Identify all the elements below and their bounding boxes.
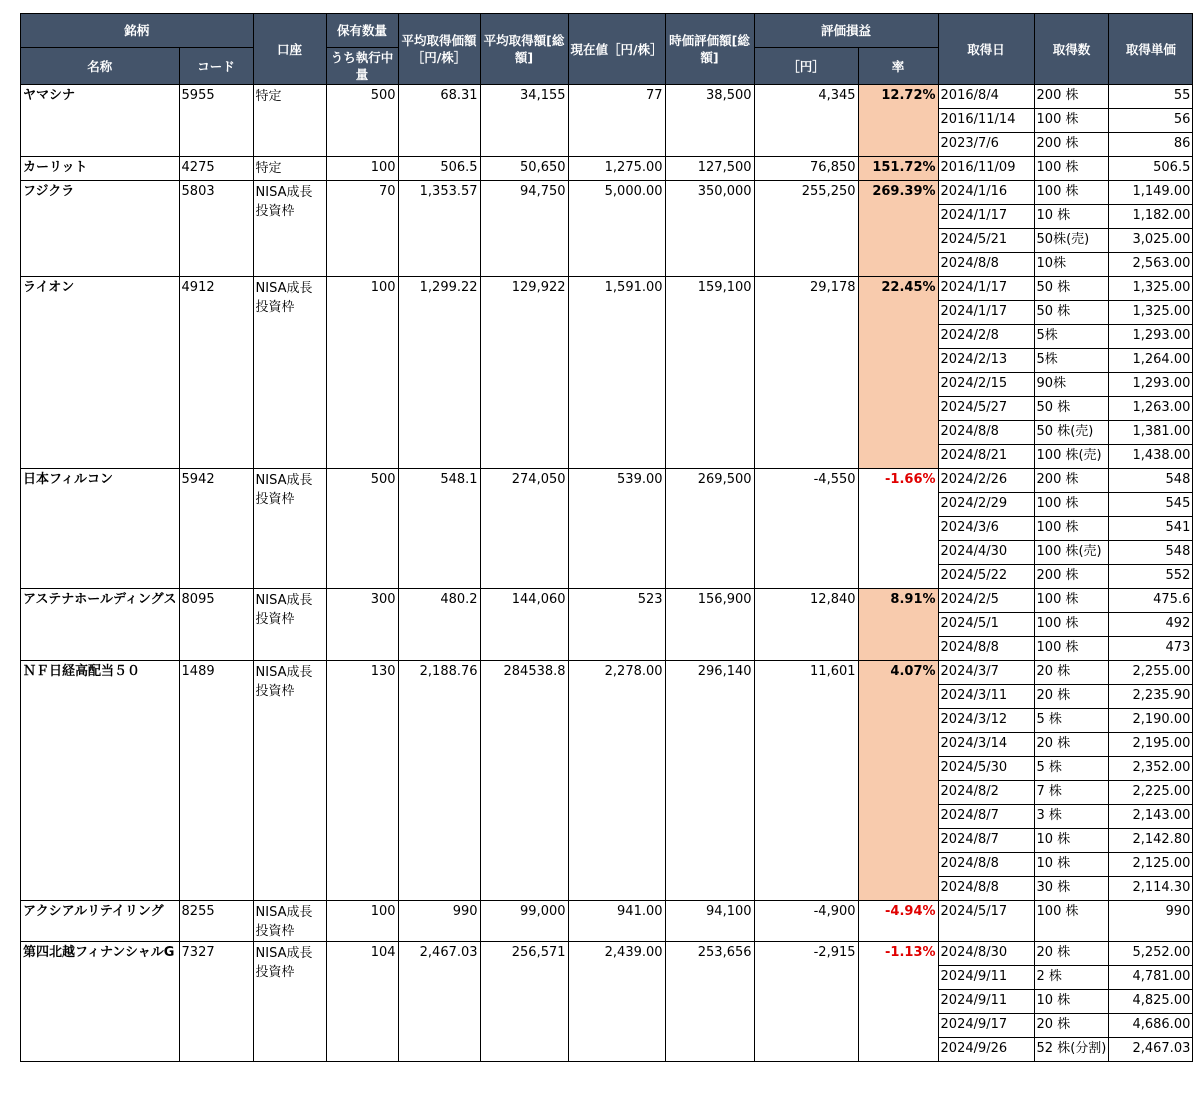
acq-qty: 200 株	[1034, 85, 1109, 109]
acq-price: 2,143.00	[1109, 805, 1193, 829]
stock-holdings: 500	[326, 85, 398, 157]
acq-qty: 90株	[1034, 373, 1109, 397]
stock-avg-price: 2,188.76	[398, 661, 480, 901]
stock-pl-rate: 12.72%	[858, 85, 938, 157]
stock-current-price: 523	[568, 589, 665, 661]
stock-code: 4912	[179, 277, 253, 469]
acq-date: 2024/4/30	[938, 541, 1034, 565]
acq-date: 2024/5/17	[938, 901, 1034, 942]
stock-avg-total: 94,750	[480, 181, 568, 277]
acq-date: 2024/8/7	[938, 805, 1034, 829]
stock-code: 5942	[179, 469, 253, 589]
acq-date: 2024/5/22	[938, 565, 1034, 589]
stock-pl-rate: 151.72%	[858, 157, 938, 181]
header-account: 口座	[253, 14, 326, 85]
acq-date: 2016/8/4	[938, 85, 1034, 109]
acq-date: 2024/8/7	[938, 829, 1034, 853]
acq-price: 4,781.00	[1109, 966, 1193, 990]
acq-price: 475.6	[1109, 589, 1193, 613]
acq-price: 2,225.00	[1109, 781, 1193, 805]
acq-date: 2024/3/12	[938, 709, 1034, 733]
stock-code: 8255	[179, 901, 253, 942]
acq-price: 2,255.00	[1109, 661, 1193, 685]
acq-price: 1,293.00	[1109, 373, 1193, 397]
stock-current-price: 2,278.00	[568, 661, 665, 901]
acq-qty: 100 株	[1034, 109, 1109, 133]
acq-price: 2,142.80	[1109, 829, 1193, 853]
acq-date: 2024/8/8	[938, 253, 1034, 277]
acq-qty: 2 株	[1034, 966, 1109, 990]
acq-price: 548	[1109, 469, 1193, 493]
stock-account: NISA成長投資枠	[253, 942, 326, 1062]
header-holdings: 保有数量	[326, 14, 398, 48]
header-acq-date: 取得日	[938, 14, 1034, 85]
acq-qty: 50株(売)	[1034, 229, 1109, 253]
stock-current-price: 2,439.00	[568, 942, 665, 1062]
acq-qty: 50 株(売)	[1034, 421, 1109, 445]
stock-code: 5803	[179, 181, 253, 277]
acq-date: 2024/5/27	[938, 397, 1034, 421]
stock-avg-price: 1,353.57	[398, 181, 480, 277]
stock-holdings: 300	[326, 589, 398, 661]
stock-avg-total: 129,922	[480, 277, 568, 469]
acq-date: 2024/8/8	[938, 877, 1034, 901]
acq-qty: 5 株	[1034, 757, 1109, 781]
stock-pl-rate: 22.45%	[858, 277, 938, 469]
holdings-body	[21, 85, 1193, 1062]
stock-pl-yen: -2,915	[754, 942, 858, 1062]
stock-holdings: 130	[326, 661, 398, 901]
holdings-table	[20, 13, 1193, 1062]
stock-avg-total: 274,050	[480, 469, 568, 589]
stock-pl-yen: -4,550	[754, 469, 858, 589]
table-row	[21, 181, 1193, 205]
acq-qty: 3 株	[1034, 805, 1109, 829]
stock-market-value: 253,656	[665, 942, 754, 1062]
header-pl-rate: 率	[858, 48, 938, 85]
stock-name: ライオン	[21, 277, 180, 469]
acq-qty: 20 株	[1034, 942, 1109, 966]
stock-name: カーリット	[21, 157, 180, 181]
acq-date: 2024/3/14	[938, 733, 1034, 757]
acq-price: 2,467.03	[1109, 1038, 1193, 1062]
acq-qty: 10株	[1034, 253, 1109, 277]
stock-avg-price: 1,299.22	[398, 277, 480, 469]
acq-qty: 30 株	[1034, 877, 1109, 901]
acq-price: 2,114.30	[1109, 877, 1193, 901]
stock-name: 日本フィルコン	[21, 469, 180, 589]
acq-date: 2024/9/17	[938, 1014, 1034, 1038]
stock-holdings: 104	[326, 942, 398, 1062]
stock-name: アクシアルリテイリング	[21, 901, 180, 942]
stock-avg-price: 68.31	[398, 85, 480, 157]
acq-qty: 20 株	[1034, 685, 1109, 709]
acq-qty: 100 株(売)	[1034, 541, 1109, 565]
acq-qty: 52 株(分割)	[1034, 1038, 1109, 1062]
header-avg-total: 平均取得額[総額]	[480, 14, 568, 85]
acq-price: 2,125.00	[1109, 853, 1193, 877]
acq-price: 1,438.00	[1109, 445, 1193, 469]
acq-qty: 5株	[1034, 325, 1109, 349]
acq-qty: 100 株	[1034, 901, 1109, 942]
acq-price: 4,825.00	[1109, 990, 1193, 1014]
stock-avg-price: 480.2	[398, 589, 480, 661]
table-row	[21, 901, 1193, 942]
stock-pl-rate: 4.07%	[858, 661, 938, 901]
header-avg-price: 平均取得価額［円/株］	[398, 14, 480, 85]
stock-code: 7327	[179, 942, 253, 1062]
stock-account: 特定	[253, 85, 326, 157]
acq-price: 506.5	[1109, 157, 1193, 181]
stock-avg-total: 99,000	[480, 901, 568, 942]
acq-date: 2016/11/14	[938, 109, 1034, 133]
stock-market-value: 296,140	[665, 661, 754, 901]
acq-price: 473	[1109, 637, 1193, 661]
acq-qty: 5株	[1034, 349, 1109, 373]
acq-price: 5,252.00	[1109, 942, 1193, 966]
stock-current-price: 539.00	[568, 469, 665, 589]
stock-account: NISA成長投資枠	[253, 661, 326, 901]
stock-name: ＮＦ日経高配当５０	[21, 661, 180, 901]
acq-price: 1,325.00	[1109, 277, 1193, 301]
stock-holdings: 500	[326, 469, 398, 589]
acq-price: 55	[1109, 85, 1193, 109]
acq-qty: 100 株	[1034, 181, 1109, 205]
stock-avg-total: 256,571	[480, 942, 568, 1062]
acq-price: 2,563.00	[1109, 253, 1193, 277]
stock-pl-yen: 29,178	[754, 277, 858, 469]
acq-date: 2024/2/26	[938, 469, 1034, 493]
acq-qty: 100 株	[1034, 637, 1109, 661]
acq-price: 1,381.00	[1109, 421, 1193, 445]
stock-avg-price: 2,467.03	[398, 942, 480, 1062]
stock-pl-yen: 4,345	[754, 85, 858, 157]
acq-qty: 100 株	[1034, 493, 1109, 517]
acq-date: 2024/8/21	[938, 445, 1034, 469]
stock-pl-rate: 8.91%	[858, 589, 938, 661]
acq-qty: 100 株	[1034, 517, 1109, 541]
stock-account: NISA成長投資枠	[253, 181, 326, 277]
header-code: コード	[179, 48, 253, 85]
acq-date: 2024/1/16	[938, 181, 1034, 205]
acq-date: 2024/8/2	[938, 781, 1034, 805]
stock-market-value: 350,000	[665, 181, 754, 277]
stock-market-value: 269,500	[665, 469, 754, 589]
stock-name: ヤマシナ	[21, 85, 180, 157]
stock-account: NISA成長投資枠	[253, 901, 326, 942]
stock-account: NISA成長投資枠	[253, 277, 326, 469]
acq-date: 2024/2/5	[938, 589, 1034, 613]
stock-pl-rate: -4.94%	[858, 901, 938, 942]
acq-price: 552	[1109, 565, 1193, 589]
table-row	[21, 277, 1193, 301]
acq-date: 2024/3/11	[938, 685, 1034, 709]
acq-price: 1,149.00	[1109, 181, 1193, 205]
acq-qty: 10 株	[1034, 205, 1109, 229]
acq-price: 2,195.00	[1109, 733, 1193, 757]
table-row	[21, 661, 1193, 685]
table-row	[21, 942, 1193, 966]
stock-market-value: 156,900	[665, 589, 754, 661]
acq-date: 2024/8/30	[938, 942, 1034, 966]
acq-date: 2024/8/8	[938, 421, 1034, 445]
acq-qty: 10 株	[1034, 853, 1109, 877]
header-pl-yen: ［円］	[754, 48, 858, 85]
stock-account: NISA成長投資枠	[253, 589, 326, 661]
stock-market-value: 127,500	[665, 157, 754, 181]
stock-holdings: 100	[326, 277, 398, 469]
acq-price: 1,293.00	[1109, 325, 1193, 349]
stock-avg-price: 506.5	[398, 157, 480, 181]
acq-qty: 200 株	[1034, 133, 1109, 157]
stock-current-price: 941.00	[568, 901, 665, 942]
stock-avg-price: 990	[398, 901, 480, 942]
acq-price: 4,686.00	[1109, 1014, 1193, 1038]
acq-qty: 100 株	[1034, 589, 1109, 613]
acq-date: 2023/7/6	[938, 133, 1034, 157]
acq-date: 2024/5/1	[938, 613, 1034, 637]
acq-date: 2024/3/6	[938, 517, 1034, 541]
acq-date: 2024/2/8	[938, 325, 1034, 349]
acq-price: 545	[1109, 493, 1193, 517]
stock-code: 8095	[179, 589, 253, 661]
acq-date: 2024/1/17	[938, 301, 1034, 325]
stock-market-value: 94,100	[665, 901, 754, 942]
stock-current-price: 1,275.00	[568, 157, 665, 181]
acq-qty: 20 株	[1034, 733, 1109, 757]
stock-name: 第四北越フィナンシャルG	[21, 942, 180, 1062]
acq-price: 541	[1109, 517, 1193, 541]
acq-qty: 50 株	[1034, 301, 1109, 325]
acq-date: 2024/2/13	[938, 349, 1034, 373]
acq-qty: 20 株	[1034, 661, 1109, 685]
acq-price: 86	[1109, 133, 1193, 157]
acq-qty: 100 株	[1034, 613, 1109, 637]
acq-date: 2024/2/15	[938, 373, 1034, 397]
acq-price: 990	[1109, 901, 1193, 942]
acq-qty: 20 株	[1034, 1014, 1109, 1038]
acq-qty: 10 株	[1034, 829, 1109, 853]
stock-avg-total: 284538.8	[480, 661, 568, 901]
table-row	[21, 85, 1193, 109]
header-profit-loss: 評価損益	[754, 14, 938, 48]
acq-date: 2024/9/26	[938, 1038, 1034, 1062]
acq-date: 2024/9/11	[938, 990, 1034, 1014]
header-meigara: 銘柄	[21, 14, 254, 48]
acq-qty: 50 株	[1034, 397, 1109, 421]
stock-name: フジクラ	[21, 181, 180, 277]
acq-qty: 10 株	[1034, 990, 1109, 1014]
acq-price: 492	[1109, 613, 1193, 637]
stock-pl-rate: -1.66%	[858, 469, 938, 589]
acq-price: 548	[1109, 541, 1193, 565]
acq-date: 2016/11/09	[938, 157, 1034, 181]
stock-market-value: 159,100	[665, 277, 754, 469]
acq-qty: 50 株	[1034, 277, 1109, 301]
stock-pl-rate: 269.39%	[858, 181, 938, 277]
stock-current-price: 77	[568, 85, 665, 157]
acq-price: 2,190.00	[1109, 709, 1193, 733]
acq-date: 2024/8/8	[938, 853, 1034, 877]
acq-date: 2024/1/17	[938, 205, 1034, 229]
acq-date: 2024/1/17	[938, 277, 1034, 301]
table-row	[21, 589, 1193, 613]
header-name: 名称	[21, 48, 180, 85]
acq-qty: 200 株	[1034, 469, 1109, 493]
acq-price: 1,182.00	[1109, 205, 1193, 229]
stock-pl-yen: 11,601	[754, 661, 858, 901]
header-acq-price: 取得単価	[1109, 14, 1193, 85]
acq-price: 1,264.00	[1109, 349, 1193, 373]
acq-qty: 5 株	[1034, 709, 1109, 733]
stock-pl-yen: -4,900	[754, 901, 858, 942]
stock-holdings: 100	[326, 901, 398, 942]
acq-price: 2,235.90	[1109, 685, 1193, 709]
stock-name: アステナホールディングス	[21, 589, 180, 661]
acq-qty: 7 株	[1034, 781, 1109, 805]
acq-qty: 200 株	[1034, 565, 1109, 589]
stock-pl-yen: 255,250	[754, 181, 858, 277]
table-row	[21, 469, 1193, 493]
stock-code: 4275	[179, 157, 253, 181]
header-acq-qty: 取得数	[1034, 14, 1109, 85]
stock-market-value: 38,500	[665, 85, 754, 157]
stock-current-price: 1,591.00	[568, 277, 665, 469]
acq-qty: 100 株(売)	[1034, 445, 1109, 469]
acq-price: 3,025.00	[1109, 229, 1193, 253]
acq-price: 1,325.00	[1109, 301, 1193, 325]
stock-code: 1489	[179, 661, 253, 901]
acq-price: 56	[1109, 109, 1193, 133]
header-market-value: 時価評価額[総額]	[665, 14, 754, 85]
stock-holdings: 100	[326, 157, 398, 181]
acq-qty: 100 株	[1034, 157, 1109, 181]
table-row	[21, 157, 1193, 181]
acq-date: 2024/9/11	[938, 966, 1034, 990]
header-pending: うち執行中量	[326, 48, 398, 85]
stock-avg-price: 548.1	[398, 469, 480, 589]
stock-avg-total: 50,650	[480, 157, 568, 181]
acq-date: 2024/8/8	[938, 637, 1034, 661]
stock-current-price: 5,000.00	[568, 181, 665, 277]
stock-account: NISA成長投資枠	[253, 469, 326, 589]
acq-price: 2,352.00	[1109, 757, 1193, 781]
stock-code: 5955	[179, 85, 253, 157]
acq-date: 2024/5/30	[938, 757, 1034, 781]
header-current-price: 現在値［円/株］	[568, 14, 665, 85]
acq-date: 2024/2/29	[938, 493, 1034, 517]
acq-date: 2024/3/7	[938, 661, 1034, 685]
stock-avg-total: 144,060	[480, 589, 568, 661]
stock-pl-rate: -1.13%	[858, 942, 938, 1062]
stock-pl-yen: 12,840	[754, 589, 858, 661]
stock-pl-yen: 76,850	[754, 157, 858, 181]
stock-holdings: 70	[326, 181, 398, 277]
acq-date: 2024/5/21	[938, 229, 1034, 253]
acq-price: 1,263.00	[1109, 397, 1193, 421]
stock-avg-total: 34,155	[480, 85, 568, 157]
stock-account: 特定	[253, 157, 326, 181]
